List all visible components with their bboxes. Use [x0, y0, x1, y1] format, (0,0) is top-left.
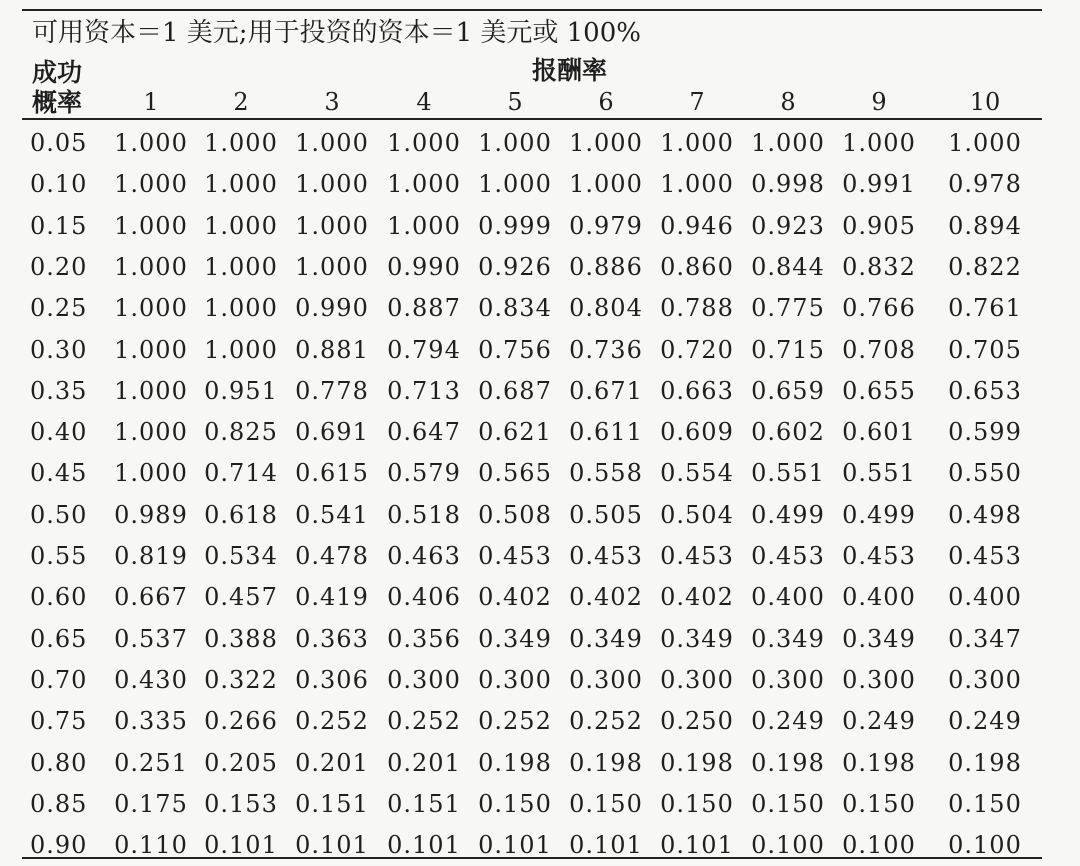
table-cell: 0.551: [842, 459, 916, 487]
table-cell: 0.150: [751, 790, 825, 818]
column-header: 3: [324, 88, 340, 116]
table-cell: 1.000: [114, 377, 188, 405]
table-cell: 0.794: [387, 336, 461, 364]
table-cell: 0.300: [387, 666, 461, 694]
table-cell: 0.300: [948, 666, 1022, 694]
row-probability: 0.45: [30, 459, 88, 487]
column-header: 8: [780, 88, 796, 116]
row-probability: 0.25: [30, 294, 88, 322]
table-cell: 1.000: [204, 336, 278, 364]
table-cell: 1.000: [387, 212, 461, 240]
table-cell: 0.300: [569, 666, 643, 694]
table-cell: 0.252: [387, 707, 461, 735]
table-cell: 0.453: [569, 542, 643, 570]
table-cell: 0.579: [387, 459, 461, 487]
table-cell: 0.775: [751, 294, 825, 322]
table-cell: 0.349: [842, 625, 916, 653]
table-cell: 0.151: [387, 790, 461, 818]
table-cell: 0.252: [569, 707, 643, 735]
table-cell: 0.100: [751, 831, 825, 859]
table-cell: 0.618: [204, 501, 278, 529]
table-cell: 0.990: [295, 294, 369, 322]
row-probability: 0.10: [30, 170, 88, 198]
table-cell: 0.453: [751, 542, 825, 570]
table-cell: 0.554: [660, 459, 734, 487]
table-cell: 0.419: [295, 583, 369, 611]
table-cell: 0.990: [387, 253, 461, 281]
table-cell: 0.101: [295, 831, 369, 859]
table-cell: 0.834: [478, 294, 552, 322]
table-cell: 0.249: [751, 707, 825, 735]
table-cell: 0.150: [842, 790, 916, 818]
table-cell: 0.687: [478, 377, 552, 405]
row-probability: 0.30: [30, 336, 88, 364]
table-cell: 0.151: [295, 790, 369, 818]
table-cell: 0.534: [204, 542, 278, 570]
table-cell: 0.252: [478, 707, 552, 735]
table-cell: 1.000: [295, 253, 369, 281]
table-cell: 0.150: [660, 790, 734, 818]
table-cell: 1.000: [295, 129, 369, 157]
table-cell: 0.991: [842, 170, 916, 198]
table-cell: 0.478: [295, 542, 369, 570]
row-probability: 0.55: [30, 542, 88, 570]
table-cell: 0.300: [478, 666, 552, 694]
table-cell: 0.453: [660, 542, 734, 570]
table-cell: 0.708: [842, 336, 916, 364]
table-cell: 1.000: [114, 336, 188, 364]
table-cell: 0.599: [948, 418, 1022, 446]
table-cell: 0.198: [660, 749, 734, 777]
table-cell: 0.406: [387, 583, 461, 611]
table-cell: 1.000: [114, 129, 188, 157]
table-cell: 0.653: [948, 377, 1022, 405]
table-cell: 1.000: [204, 129, 278, 157]
column-header: 4: [416, 88, 432, 116]
table-cell: 0.602: [751, 418, 825, 446]
table-cell: 0.998: [751, 170, 825, 198]
table-cell: 0.894: [948, 212, 1022, 240]
table-cell: 0.832: [842, 253, 916, 281]
row-probability: 0.35: [30, 377, 88, 405]
table-cell: 1.000: [114, 212, 188, 240]
table-cell: 0.951: [204, 377, 278, 405]
table-cell: 1.000: [569, 129, 643, 157]
table-cell: 0.198: [569, 749, 643, 777]
table-cell: 0.100: [948, 831, 1022, 859]
table-cell: 0.537: [114, 625, 188, 653]
table-cell: 0.923: [751, 212, 825, 240]
table-cell: 0.788: [660, 294, 734, 322]
table-cell: 0.766: [842, 294, 916, 322]
table-cell: 0.819: [114, 542, 188, 570]
column-header: 1: [143, 88, 159, 116]
column-header: 7: [689, 88, 705, 116]
table-cell: 0.252: [295, 707, 369, 735]
table-cell: 1.000: [204, 294, 278, 322]
table-cell: 0.251: [114, 749, 188, 777]
table-cell: 0.541: [295, 501, 369, 529]
table-cell: 0.356: [387, 625, 461, 653]
table-cell: 0.101: [569, 831, 643, 859]
table-cell: 0.347: [948, 625, 1022, 653]
table-cell: 0.671: [569, 377, 643, 405]
table-cell: 0.250: [660, 707, 734, 735]
table-cell: 0.887: [387, 294, 461, 322]
table-cell: 0.402: [660, 583, 734, 611]
table-cell: 0.198: [948, 749, 1022, 777]
table-cell: 0.825: [204, 418, 278, 446]
table-cell: 0.550: [948, 459, 1022, 487]
table-cell: 1.000: [204, 170, 278, 198]
table-cell: 1.000: [114, 459, 188, 487]
table-cell: 0.198: [478, 749, 552, 777]
table-bottom-rule: [22, 857, 1042, 859]
table-cell: 0.761: [948, 294, 1022, 322]
table-cell: 0.946: [660, 212, 734, 240]
table-cell: 0.198: [842, 749, 916, 777]
table-cell: 0.978: [948, 170, 1022, 198]
table-cell: 0.349: [569, 625, 643, 653]
table-cell: 0.300: [751, 666, 825, 694]
row-probability: 0.15: [30, 212, 88, 240]
table-cell: 0.979: [569, 212, 643, 240]
table-cell: 1.000: [114, 170, 188, 198]
table-cell: 0.667: [114, 583, 188, 611]
table-cell: 1.000: [660, 129, 734, 157]
table-cell: 1.000: [295, 212, 369, 240]
table-cell: 0.266: [204, 707, 278, 735]
table-cell: 0.453: [478, 542, 552, 570]
table-cell: 0.881: [295, 336, 369, 364]
table-cell: 0.150: [478, 790, 552, 818]
table-cell: 0.601: [842, 418, 916, 446]
table-cell: 0.499: [842, 501, 916, 529]
table-cell: 0.101: [478, 831, 552, 859]
table-cell: 0.926: [478, 253, 552, 281]
row-probability: 0.65: [30, 625, 88, 653]
column-header: 5: [507, 88, 523, 116]
table-cell: 0.518: [387, 501, 461, 529]
table-cell: 0.453: [842, 542, 916, 570]
table-cell: 0.508: [478, 501, 552, 529]
table-cell: 0.153: [204, 790, 278, 818]
table-cell: 0.201: [295, 749, 369, 777]
table-cell: 1.000: [204, 212, 278, 240]
column-header: 9: [871, 88, 887, 116]
table-cell: 0.430: [114, 666, 188, 694]
table-cell: 0.756: [478, 336, 552, 364]
table-cell: 0.691: [295, 418, 369, 446]
table-cell: 0.505: [569, 501, 643, 529]
column-group-label: 报酬率: [532, 56, 608, 85]
table-cell: 0.647: [387, 418, 461, 446]
table-cell: 0.457: [204, 583, 278, 611]
table-cell: 0.300: [842, 666, 916, 694]
table-cell: 0.453: [948, 542, 1022, 570]
table-cell: 0.349: [751, 625, 825, 653]
table-cell: 0.463: [387, 542, 461, 570]
table-cell: 0.905: [842, 212, 916, 240]
table-cell: 0.110: [114, 831, 188, 859]
table-cell: 0.100: [842, 831, 916, 859]
table-caption: 可用资本＝1 美元;用于投资的资本＝1 美元或 100%: [32, 18, 641, 48]
table-cell: 0.249: [948, 707, 1022, 735]
table-cell: 0.611: [569, 418, 643, 446]
table-cell: 1.000: [295, 170, 369, 198]
table-cell: 0.659: [751, 377, 825, 405]
table-cell: 1.000: [478, 170, 552, 198]
table-top-rule: [22, 9, 1042, 11]
table-header-rule: [22, 118, 1042, 120]
row-probability: 0.60: [30, 583, 88, 611]
row-probability: 0.85: [30, 790, 88, 818]
table-cell: 0.621: [478, 418, 552, 446]
table-cell: 0.150: [569, 790, 643, 818]
table-cell: 0.300: [660, 666, 734, 694]
table-cell: 0.498: [948, 501, 1022, 529]
table-cell: 0.400: [842, 583, 916, 611]
table-cell: 0.615: [295, 459, 369, 487]
row-probability: 0.50: [30, 501, 88, 529]
row-header-label-line1: 成功: [32, 58, 83, 87]
table-cell: 0.860: [660, 253, 734, 281]
table-cell: 1.000: [569, 170, 643, 198]
table-cell: 0.402: [569, 583, 643, 611]
table-cell: 0.499: [751, 501, 825, 529]
table-cell: 1.000: [387, 170, 461, 198]
table-cell: 0.249: [842, 707, 916, 735]
table-cell: 0.400: [948, 583, 1022, 611]
table-cell: 0.400: [751, 583, 825, 611]
table-cell: 1.000: [842, 129, 916, 157]
row-probability: 0.20: [30, 253, 88, 281]
column-header: 10: [969, 88, 1001, 116]
table-cell: 0.551: [751, 459, 825, 487]
table-cell: 0.504: [660, 501, 734, 529]
table-cell: 0.736: [569, 336, 643, 364]
table-cell: 0.715: [751, 336, 825, 364]
row-header-label-line2: 概率: [32, 88, 83, 117]
table-cell: 1.000: [114, 418, 188, 446]
table-cell: 1.000: [114, 294, 188, 322]
table-cell: 0.388: [204, 625, 278, 653]
row-probability: 0.05: [30, 129, 88, 157]
row-probability: 0.80: [30, 749, 88, 777]
table-cell: 0.402: [478, 583, 552, 611]
table-cell: 0.150: [948, 790, 1022, 818]
table-cell: 0.349: [660, 625, 734, 653]
table-cell: 0.306: [295, 666, 369, 694]
table-cell: 0.705: [948, 336, 1022, 364]
table-cell: 0.198: [751, 749, 825, 777]
table-cell: 1.000: [948, 129, 1022, 157]
table-cell: 0.720: [660, 336, 734, 364]
table-cell: 0.886: [569, 253, 643, 281]
table-cell: 0.205: [204, 749, 278, 777]
table-cell: 1.000: [204, 253, 278, 281]
row-probability: 0.75: [30, 707, 88, 735]
table-cell: 0.363: [295, 625, 369, 653]
row-probability: 0.40: [30, 418, 88, 446]
table-cell: 1.000: [478, 129, 552, 157]
column-header: 2: [233, 88, 249, 116]
table-cell: 0.558: [569, 459, 643, 487]
table-cell: 0.822: [948, 253, 1022, 281]
table-cell: 0.778: [295, 377, 369, 405]
table-cell: 1.000: [387, 129, 461, 157]
table-cell: 0.101: [204, 831, 278, 859]
table-cell: 0.663: [660, 377, 734, 405]
table-cell: 0.804: [569, 294, 643, 322]
table-cell: 0.655: [842, 377, 916, 405]
table-cell: 0.714: [204, 459, 278, 487]
table-cell: 0.844: [751, 253, 825, 281]
column-header: 6: [598, 88, 614, 116]
table-cell: 1.000: [660, 170, 734, 198]
table-cell: 0.175: [114, 790, 188, 818]
table-cell: 0.322: [204, 666, 278, 694]
table-cell: 0.101: [660, 831, 734, 859]
table-cell: 0.999: [478, 212, 552, 240]
table-cell: 1.000: [751, 129, 825, 157]
table-cell: 0.101: [387, 831, 461, 859]
table-cell: 0.609: [660, 418, 734, 446]
table-cell: 0.201: [387, 749, 461, 777]
table-cell: 0.335: [114, 707, 188, 735]
row-probability: 0.70: [30, 666, 88, 694]
table-cell: 0.349: [478, 625, 552, 653]
row-probability: 0.90: [30, 831, 88, 859]
table-cell: 1.000: [114, 253, 188, 281]
table-cell: 0.713: [387, 377, 461, 405]
table-cell: 0.565: [478, 459, 552, 487]
table-cell: 0.989: [114, 501, 188, 529]
